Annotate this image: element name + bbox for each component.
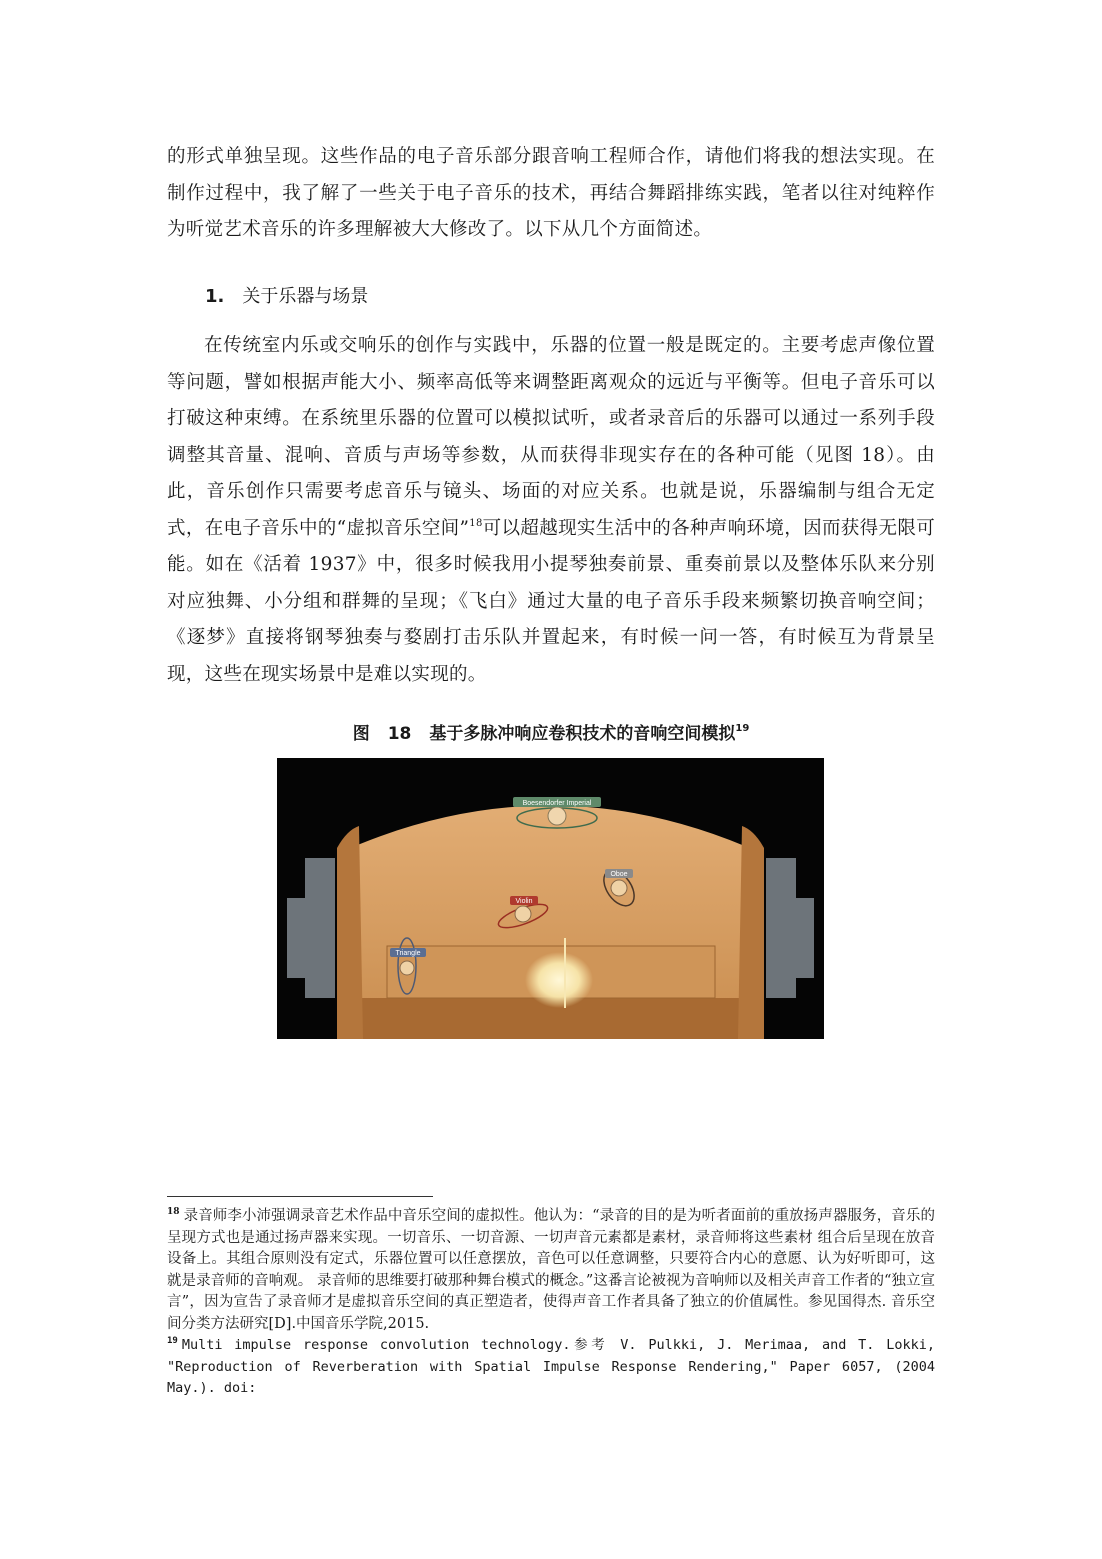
instrument-label: Oboe xyxy=(610,871,628,878)
footnote-text: 录音师李小沛强调录音艺术作品中音乐空间的虚拟性。他认为：“录音的目的是为听者面前的重放扬声器服务，音乐的呈现方式也是通过扬声器来实现。一切音乐、一切音源、一切声音元素都是素材，录音师将这些素材 组合后呈现在放音设备上。其组合原则没有定式，乐器位置可以任意摆放，音色可以任意调整，只要符合内心的意愿、认为好听即可，这就是录音师的音响观。 录音师的思维要打破那种舞台模式的概念。”这番言论被视为音响师以及相关声音工作者的“独立宣言”，因为宣告了录音师才是虚拟音乐空间的真正塑造者，使得声音工作者具备了独立的价值属性。参见国得杰. 音乐空间分类方法研究[D].中国音乐学院,2015. xyxy=(167,1208,935,1332)
footnote-mark: 19 xyxy=(167,1336,178,1346)
figure-caption xyxy=(0,719,1102,744)
figure-label: 图 xyxy=(352,724,370,744)
figure-title: 基于多脉冲响应卷积技术的音响空间模拟 xyxy=(429,724,736,744)
section-heading xyxy=(205,282,368,308)
figure-number: 18 xyxy=(387,724,412,744)
section-number: 1. xyxy=(205,286,225,307)
instrument-label: Violin xyxy=(515,898,533,905)
instrument-label: Boesendorfer Imperial xyxy=(522,800,592,807)
listener-position-glow[interactable] xyxy=(525,952,593,1008)
body-paragraph xyxy=(167,328,935,693)
left-wall xyxy=(337,826,363,1039)
right-wall xyxy=(738,826,764,1039)
paragraph-text: 可以超越现实生活中的各种声响环境，因而获得无限可能。如在《活着 1937》中，很多时候我用小提琴独奏前景、重奏前景以及整体乐队来分别对应独舞、小分组和群舞的呈现；《飞白》通过大量的电子音乐手段来频繁切换音响空间；《逐梦》直接将钢琴独奏与婺剧打击乐队并置起来，有时候一问一答，有时候互为背景呈现，这些在现实场景中是难以实现的。 xyxy=(167,517,935,685)
footnote xyxy=(167,1206,935,1335)
body-paragraph: 的形式单独呈现。这些作品的电子音乐部分跟音响工程师合作，请他们将我的想法实现。在制作过程中，我了解了一些关于电子音乐的技术，再结合舞蹈排练实践，笔者以往对纯粹作为听觉艺术音乐的许多理解被大大修改了。以下从几个方面简述。 xyxy=(167,146,935,240)
instrument-label: Triangle xyxy=(395,950,421,957)
sound-space-simulation-image xyxy=(277,758,824,1039)
footnote-reference[interactable]: 19 xyxy=(735,723,750,734)
footnote xyxy=(167,1335,935,1400)
footnote-reference[interactable]: 18 xyxy=(469,517,483,529)
paragraph-text: 在传统室内乐或交响乐的创作与实践中，乐器的位置一般是既定的。主要考虑声像位置等问题，譬如根据声能大小、频率高低等来调整距离观众的远近与平衡等。但电子音乐可以打破这种束缚。在系统里乐器的位置可以模拟试听，或者录音后的乐器可以通过一系列手段调整其音量、混响、音质与声场等参数，从而获得非现实存在的各种可能（见图 18）。由此，音乐创作只需要考虑音乐与镜头、场面的对应关系。也就是说，乐器编制与组合无定式，在电子音乐中的“虚拟音乐空间” xyxy=(167,335,935,539)
section-title: 关于乐器与场景 xyxy=(242,286,369,307)
footnote-divider xyxy=(167,1196,433,1197)
footnote-text: Multi impulse response convolution technology.参考 V. Pulkki, J. Merimaa, and T. Lokki, "Reproduction of Reverberation with Spatial Impulse Response Rendering," Paper 6057, (2004 May.). doi: xyxy=(167,1337,935,1396)
footnote-mark: 18 xyxy=(167,1207,180,1217)
footnotes xyxy=(167,1206,935,1400)
